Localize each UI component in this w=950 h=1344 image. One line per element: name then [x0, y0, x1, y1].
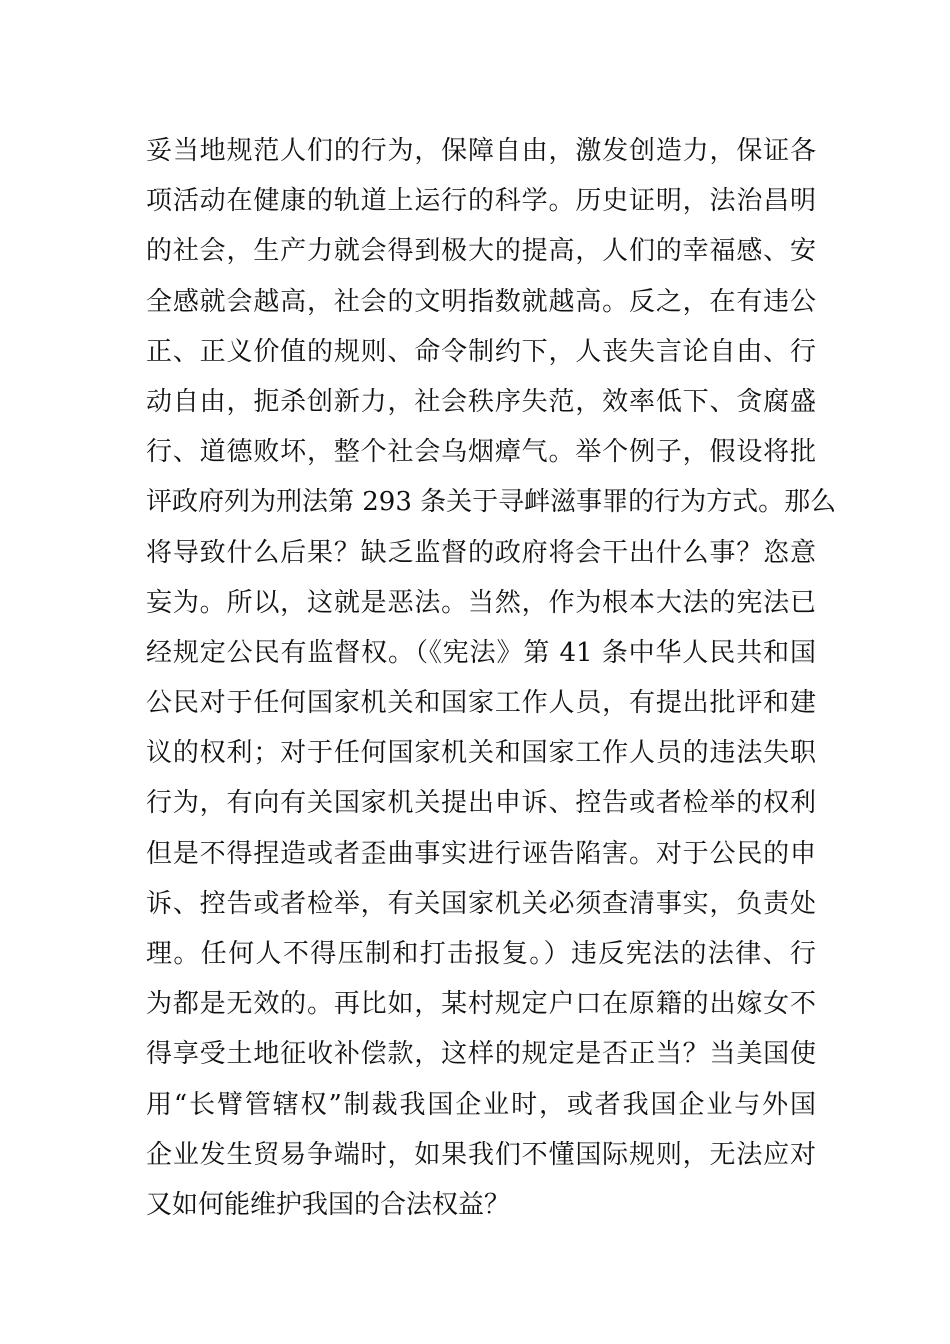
text-line: 评政府列为刑法第 293 条关于寻衅滋事罪的行为方式。那么 [146, 487, 837, 518]
body-text [146, 126, 837, 1230]
text-line: 行为，有向有关国家机关提出申诉、控告或者检举的权利 [146, 788, 816, 819]
text-line: 公民对于任何国家机关和国家工作人员，有提出批评和建 [146, 688, 816, 719]
text-line: 用“长臂管辖权”制裁我国企业时，或者我国企业与外国 [146, 1089, 816, 1120]
text-line: 动自由，扼杀创新力，社会秩序失范，效率低下、贪腐盛 [146, 386, 816, 417]
text-line: 项活动在健康的轨道上运行的科学。历史证明，法治昌明 [146, 186, 816, 217]
text-line: 妥当地规范人们的行为，保障自由，激发创造力，保证各 [146, 136, 816, 166]
text-line: 妄为。所以，这就是恶法。当然，作为根本大法的宪法已 [146, 587, 816, 618]
text-line: 理。任何人不得压制和打击报复。）违反宪法的法律、行 [146, 939, 816, 969]
text-line: 全感就会越高，社会的文明指数就越高。反之，在有违公 [146, 286, 816, 317]
text-line: 正、正义价值的规则、命令制约下，人丧失言论自由、行 [146, 336, 816, 367]
text-line: 为都是无效的。再比如，某村规定户口在原籍的出嫁女不 [146, 989, 816, 1020]
text-line: 得享受土地征收补偿款，这样的规定是否正当？当美国使 [146, 1039, 816, 1070]
text-line: 但是不得捏造或者歪曲事实进行诬告陷害。对于公民的申 [146, 838, 816, 869]
text-line: 议的权利；对于任何国家机关和国家工作人员的违法失职 [146, 738, 816, 769]
text-line: 诉、控告或者检举，有关国家机关必须查清事实，负责处 [146, 888, 816, 919]
text-line: 经规定公民有监督权。（《宪法》第 41 条中华人民共和国 [146, 637, 816, 668]
text-line: 的社会，生产力就会得到极大的提高，人们的幸福感、安 [146, 236, 816, 267]
text-line: 行、道德败坏，整个社会乌烟瘴气。举个例子，假设将批 [146, 437, 816, 468]
text-line: 将导致什么后果？缺乏监督的政府将会干出什么事？恣意 [146, 537, 816, 568]
text-line: 企业发生贸易争端时，如果我们不懂国际规则，无法应对 [146, 1139, 816, 1170]
text-line-last: 又如何能维护我国的合法权益？ [146, 1189, 511, 1220]
